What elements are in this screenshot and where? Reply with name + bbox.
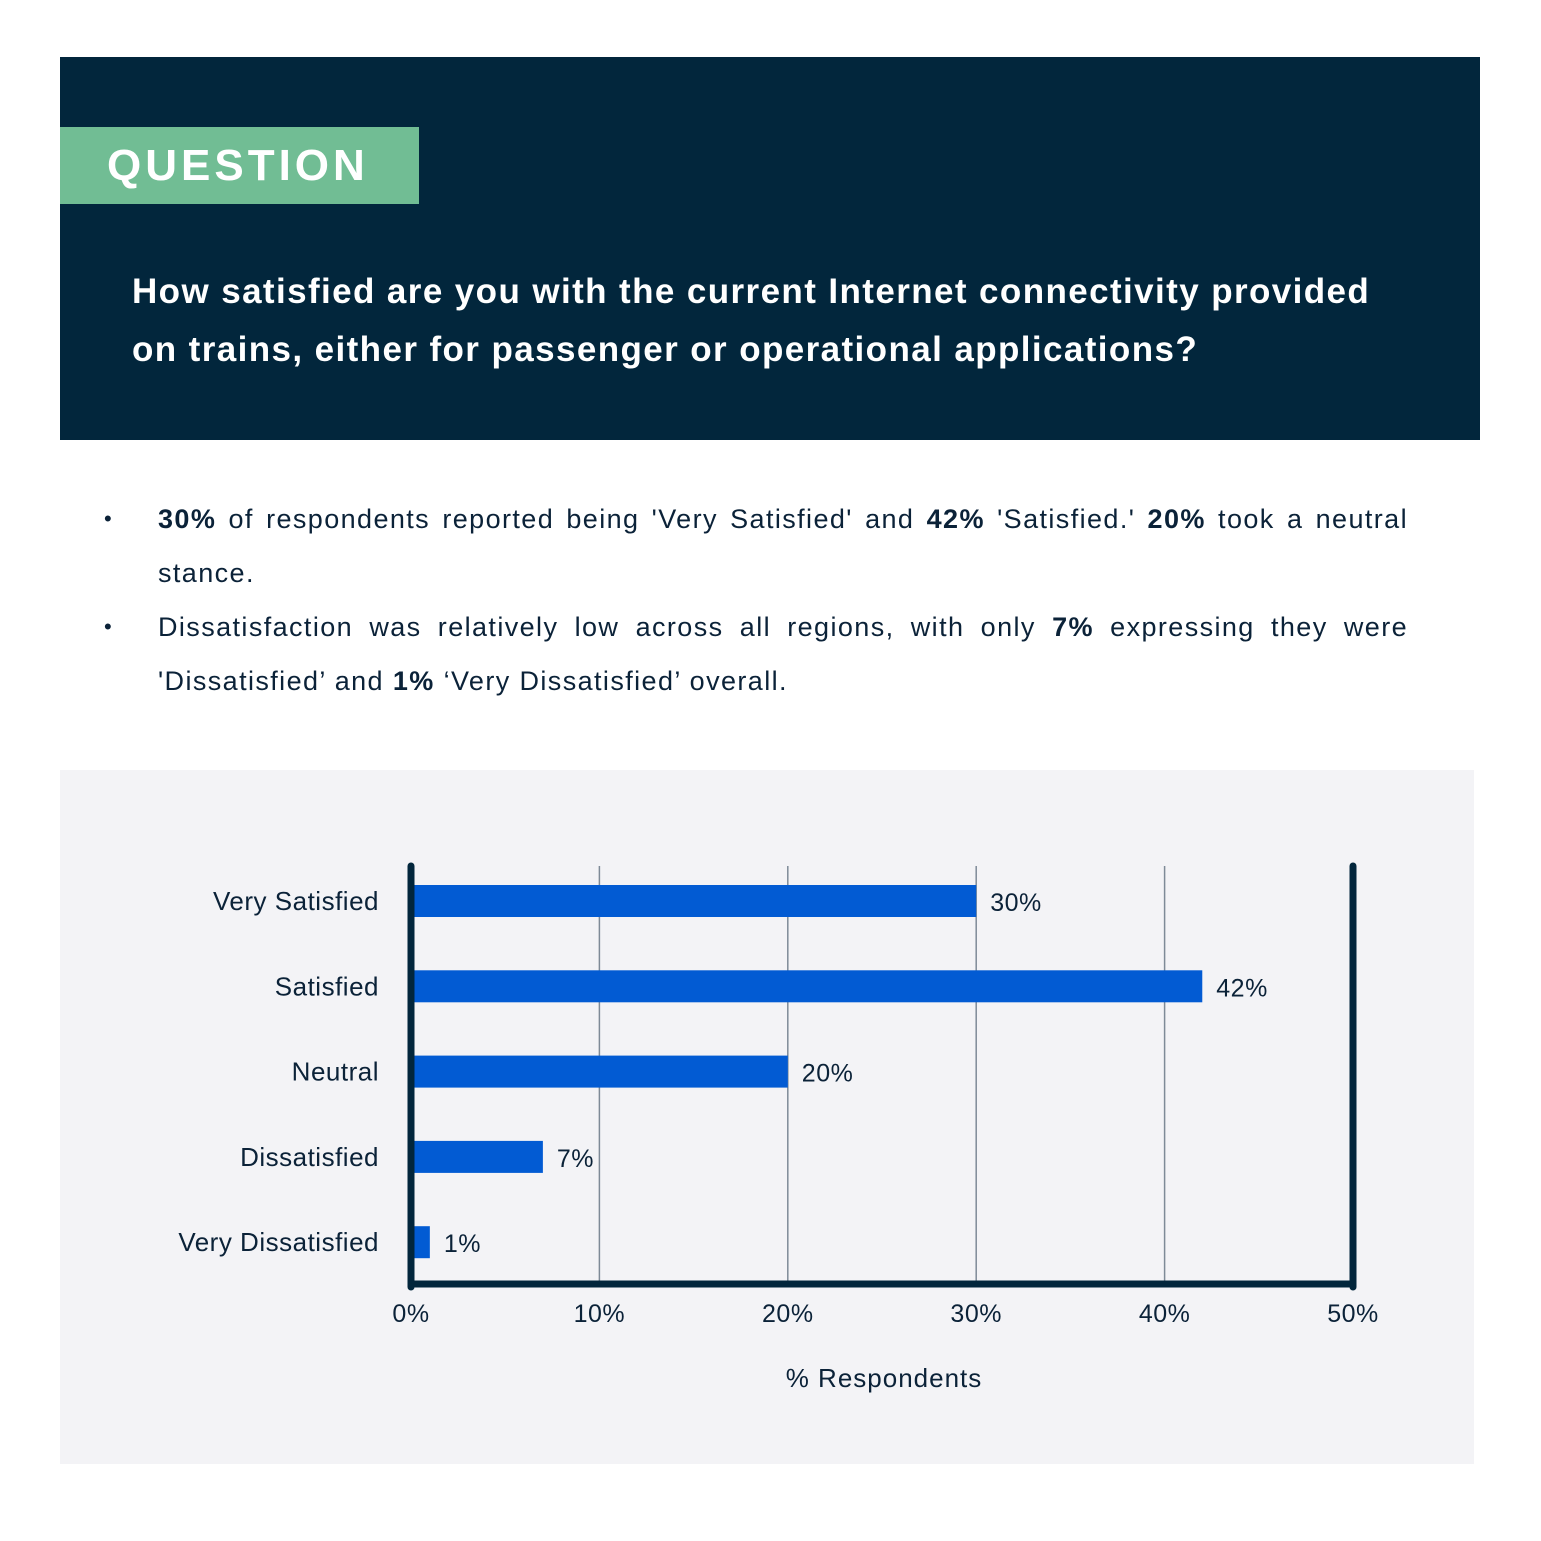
finding-text-segment: 'Satisfied.' (984, 504, 1148, 534)
finding-highlight: 30% (158, 504, 217, 534)
question-line-1: How satisfied are you with the current Internet connectivity provided (132, 272, 1371, 311)
data-label: 30% (990, 889, 1042, 917)
bullet-icon: • (104, 614, 114, 639)
bullet-icon: • (104, 506, 114, 531)
x-tick-label: 0% (392, 1300, 430, 1328)
data-label: 42% (1216, 974, 1268, 1003)
findings-list (100, 492, 1408, 708)
data-label: 20% (801, 1059, 854, 1088)
data-label: 7% (556, 1144, 595, 1173)
x-tick-label: 20% (762, 1300, 814, 1328)
finding-item (100, 600, 1408, 708)
x-axis-title: % Respondents (785, 1363, 983, 1393)
category-label: Very Satisfied (213, 886, 379, 916)
question-tag: QUESTION (60, 127, 419, 204)
category-label: Very Dissatisfied (178, 1227, 379, 1258)
x-tick-label: 30% (950, 1300, 1002, 1328)
finding-text-segment: Dissatisfaction was relatively low across all regions, with only (158, 612, 1053, 642)
bar (411, 885, 976, 917)
bar (411, 1141, 543, 1173)
chart-panel (60, 770, 1474, 1464)
finding-item (100, 492, 1408, 600)
question-header (60, 57, 1480, 440)
question-line-2: on trains, either for passenger or operational applications? (132, 330, 1199, 369)
finding-text (158, 504, 1408, 588)
category-label: Dissatisfied (240, 1141, 379, 1172)
finding-text-segment: took a neutral stance. (158, 504, 1408, 588)
finding-text-segment: ‘Very Dissatisfied’ overall. (434, 666, 788, 696)
bar (411, 970, 1202, 1002)
finding-text-segment: expressing they were 'Dissatisfied’ and (158, 612, 1409, 696)
question-text (132, 263, 1432, 379)
finding-highlight: 1% (392, 666, 435, 696)
category-label: Satisfied (274, 971, 379, 1002)
finding-text (158, 612, 1408, 696)
finding-text-segment: of respondents reported being 'Very Satisfied' and (216, 504, 927, 534)
bar (411, 1056, 788, 1088)
finding-highlight: 20% (1147, 504, 1206, 534)
x-tick-label: 50% (1327, 1300, 1379, 1328)
bar-chart (60, 770, 1474, 1464)
data-label: 1% (443, 1230, 481, 1259)
x-tick-label: 10% (573, 1300, 626, 1328)
finding-highlight: 7% (1052, 612, 1094, 642)
finding-highlight: 42% (926, 504, 985, 534)
x-tick-label: 40% (1138, 1300, 1191, 1328)
category-label: Neutral (291, 1056, 379, 1087)
